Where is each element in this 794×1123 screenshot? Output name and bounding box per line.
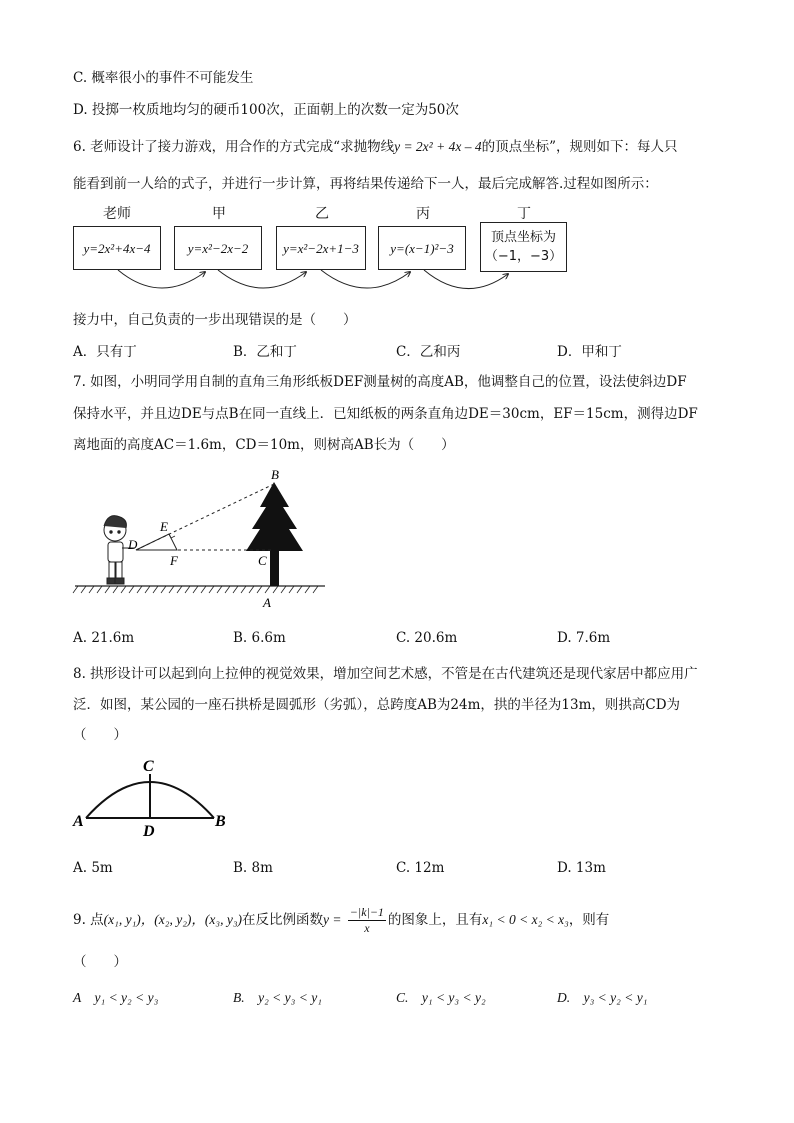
label-B: B <box>215 813 226 830</box>
label-C: C <box>258 553 267 568</box>
q9-option-c: C. y₁ < y₃ < y₂ <box>396 990 486 1005</box>
label-D: D <box>143 823 155 840</box>
q7-option-c: C. 20.6m <box>396 630 458 646</box>
relay-arrow-1 <box>118 270 205 288</box>
q6-option-a: A．只有丁 <box>73 344 137 360</box>
relay-box-ding: 顶点坐标为 （−1，−3） <box>480 222 567 272</box>
q9-post: 的图象上，且有 <box>387 912 483 928</box>
label-B: B <box>271 467 279 482</box>
q9-func-numerator: −|k|−1 <box>349 905 384 919</box>
q9-line2: （ ） <box>73 954 127 970</box>
q7-option-d: D. 7.6m <box>557 630 611 646</box>
q7-line1: 7. 如图，小明同学用自制的直角三角形纸板DEF测量树的高度AB，他调整自己的位置，设法使斜边DF <box>73 374 687 390</box>
q9-points: (x₁, y₁)，(x₂, y₂)，(x₃, y₃) <box>103 912 243 927</box>
q6-option-c: C．乙和丙 <box>396 344 461 360</box>
q7-option-a: A. 21.6m <box>73 630 135 646</box>
q9-condition: x₁ < 0 < x₂ < x₃ <box>482 912 569 927</box>
relay-box-jia: y=x²−2x−2 <box>174 226 262 270</box>
fig8-arch-bridge <box>70 752 240 842</box>
q8-option-d: D. 13m <box>557 860 606 876</box>
label-C: C <box>143 758 154 775</box>
q6-option-d: D．甲和丁 <box>557 344 622 360</box>
q9-func-lhs: y = <box>323 912 342 927</box>
label-E: E <box>160 519 168 534</box>
q6-line1-post: 的顶点坐标”，规则如下：每人只 <box>481 139 678 155</box>
relay-label-ding: 丁 <box>517 206 531 222</box>
q8-option-c: C. 12m <box>396 860 445 876</box>
relay-box-teacher: y=2x²+4x−4 <box>73 226 161 270</box>
label-F: F <box>170 553 178 568</box>
relay-box-yi: y=x²−2x+1−3 <box>276 226 366 270</box>
relay-arrow-3 <box>321 270 410 288</box>
q7-line3: 离地面的高度AC＝1.6m，CD＝10m，则树高AB长为（ ） <box>73 437 455 453</box>
relay-label-yi: 乙 <box>315 206 329 222</box>
q9-fraction <box>348 905 386 936</box>
q6-question: 接力中，自己负责的一步出现错误的是（ ） <box>73 312 357 328</box>
tree-icon <box>246 482 303 586</box>
relay-arrow-2 <box>218 270 306 288</box>
q9-prefix: 9. 点 <box>73 912 104 928</box>
relay-label-teacher: 老师 <box>103 206 131 222</box>
label-D: D <box>128 537 138 552</box>
q9-option-d: D. y₃ < y₂ < y₁ <box>557 990 648 1005</box>
label-A: A <box>73 813 84 830</box>
q8-line2: 泛．如图，某公园的一座石拱桥是圆弧形（劣弧），总跨度AB为24m，拱的半径为13m，则拱高CD为 <box>73 697 681 713</box>
q9-end: ，则有 <box>568 912 610 928</box>
choice-d-text: D. 投掷一枚质地均匀的硬币100次，正面朝上的次数一定为50次 <box>73 102 459 118</box>
q6-line2: 能看到前一人给的式子，并进行一步计算，再将结果传递给下一人，最后完成解答.过程如图所示： <box>73 176 658 192</box>
choice-c-text: C. 概率很小的事件不可能发生 <box>73 70 254 86</box>
q9-line1 <box>73 905 609 936</box>
q9-mid: 在反比例函数 <box>242 912 324 928</box>
relay-box-bing: y=(x−1)²−3 <box>378 226 466 270</box>
q8-line1: 8. 拱形设计可以起到向上拉伸的视觉效果，增加空间艺术感，不管是在古代建筑还是现代家居中都应用广 <box>73 666 698 682</box>
q6-line1-pre: 6. 老师设计了接力游戏，用合作的方式完成“求抛物线 <box>73 139 395 155</box>
ground-hatching <box>73 586 318 593</box>
q8-line3: （ ） <box>73 727 127 743</box>
relay-label-bing: 丙 <box>416 206 430 222</box>
relay-arrows <box>0 0 794 300</box>
q7-line2: 保持水平，并且边DE与点B在同一直线上．已知纸板的两条直角边DE＝30cm，EF＝15cm，测得边DF <box>73 406 698 422</box>
relay-arrow-4 <box>424 270 508 289</box>
fig7-tree-measurement <box>70 462 330 612</box>
q8-option-a: A. 5m <box>73 860 113 876</box>
q6-formula: y = 2x² + 4x – 4 <box>394 139 482 154</box>
q7-option-b: B. 6.6m <box>233 630 286 646</box>
q6-option-b: B．乙和丁 <box>233 344 297 360</box>
relay-label-jia: 甲 <box>212 206 226 222</box>
q8-option-b: B. 8m <box>233 860 273 876</box>
label-A: A <box>263 595 271 610</box>
q9-func-denominator: x <box>364 921 370 935</box>
q9-option-a: A y₁ < y₂ < y₃ <box>73 990 159 1005</box>
q9-option-b: B. y₂ < y₃ < y₁ <box>233 990 322 1005</box>
